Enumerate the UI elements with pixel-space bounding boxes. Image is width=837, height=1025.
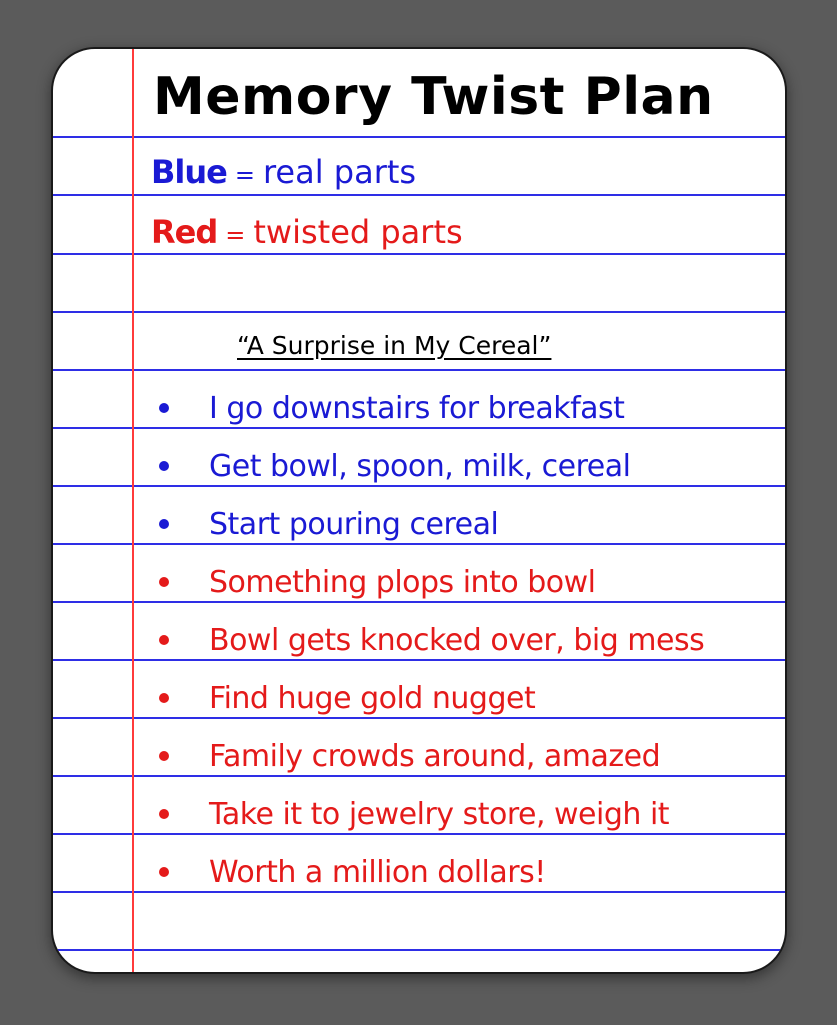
bullet-icon bbox=[159, 461, 169, 471]
rule-line bbox=[53, 136, 785, 138]
list-item-text: Something plops into bowl bbox=[209, 564, 596, 600]
bullet-icon bbox=[159, 867, 169, 877]
bullet-icon bbox=[159, 809, 169, 819]
rule-line bbox=[53, 369, 785, 371]
list-item bbox=[145, 847, 546, 897]
list-item bbox=[145, 731, 660, 781]
bullet-icon bbox=[159, 635, 169, 645]
story-title: “A Surprise in My Cereal” bbox=[237, 331, 552, 360]
list-item-text: Start pouring cereal bbox=[209, 506, 499, 542]
rule-line bbox=[53, 253, 785, 255]
notebook-page bbox=[51, 47, 787, 974]
list-item-text: Family crowds around, amazed bbox=[209, 738, 661, 774]
legend-real-description: real parts bbox=[262, 153, 417, 191]
bullet-icon bbox=[159, 693, 169, 703]
legend-twisted-equals: = bbox=[225, 221, 246, 249]
legend-real-keyword: Blue bbox=[151, 153, 227, 191]
bullet-icon bbox=[159, 751, 169, 761]
list-item bbox=[145, 615, 704, 665]
list-item bbox=[145, 499, 498, 549]
margin-line bbox=[132, 49, 134, 972]
list-item-text: Get bowl, spoon, milk, cereal bbox=[209, 448, 631, 484]
list-item-text: I go downstairs for breakfast bbox=[209, 390, 625, 426]
rule-line bbox=[53, 949, 785, 951]
bullet-icon bbox=[159, 403, 169, 413]
rule-line bbox=[53, 311, 785, 313]
list-item bbox=[145, 557, 596, 607]
legend-twisted-keyword: Red bbox=[151, 213, 218, 251]
legend-twisted bbox=[151, 213, 463, 251]
bullet-icon bbox=[159, 519, 169, 529]
page-title: Memory Twist Plan bbox=[153, 67, 714, 127]
list-item bbox=[145, 383, 624, 433]
legend-real-equals: = bbox=[234, 161, 255, 189]
legend-twisted-description: twisted parts bbox=[253, 213, 463, 251]
list-item bbox=[145, 441, 630, 491]
list-item-text: Take it to jewelry store, weigh it bbox=[209, 796, 670, 832]
bullet-icon bbox=[159, 577, 169, 587]
rule-line bbox=[53, 194, 785, 196]
list-item-text: Find huge gold nugget bbox=[209, 680, 536, 716]
list-item bbox=[145, 673, 535, 723]
legend-real bbox=[151, 153, 416, 191]
list-item bbox=[145, 789, 669, 839]
list-item-text: Worth a million dollars! bbox=[209, 854, 546, 890]
list-item-text: Bowl gets knocked over, big mess bbox=[209, 622, 705, 658]
